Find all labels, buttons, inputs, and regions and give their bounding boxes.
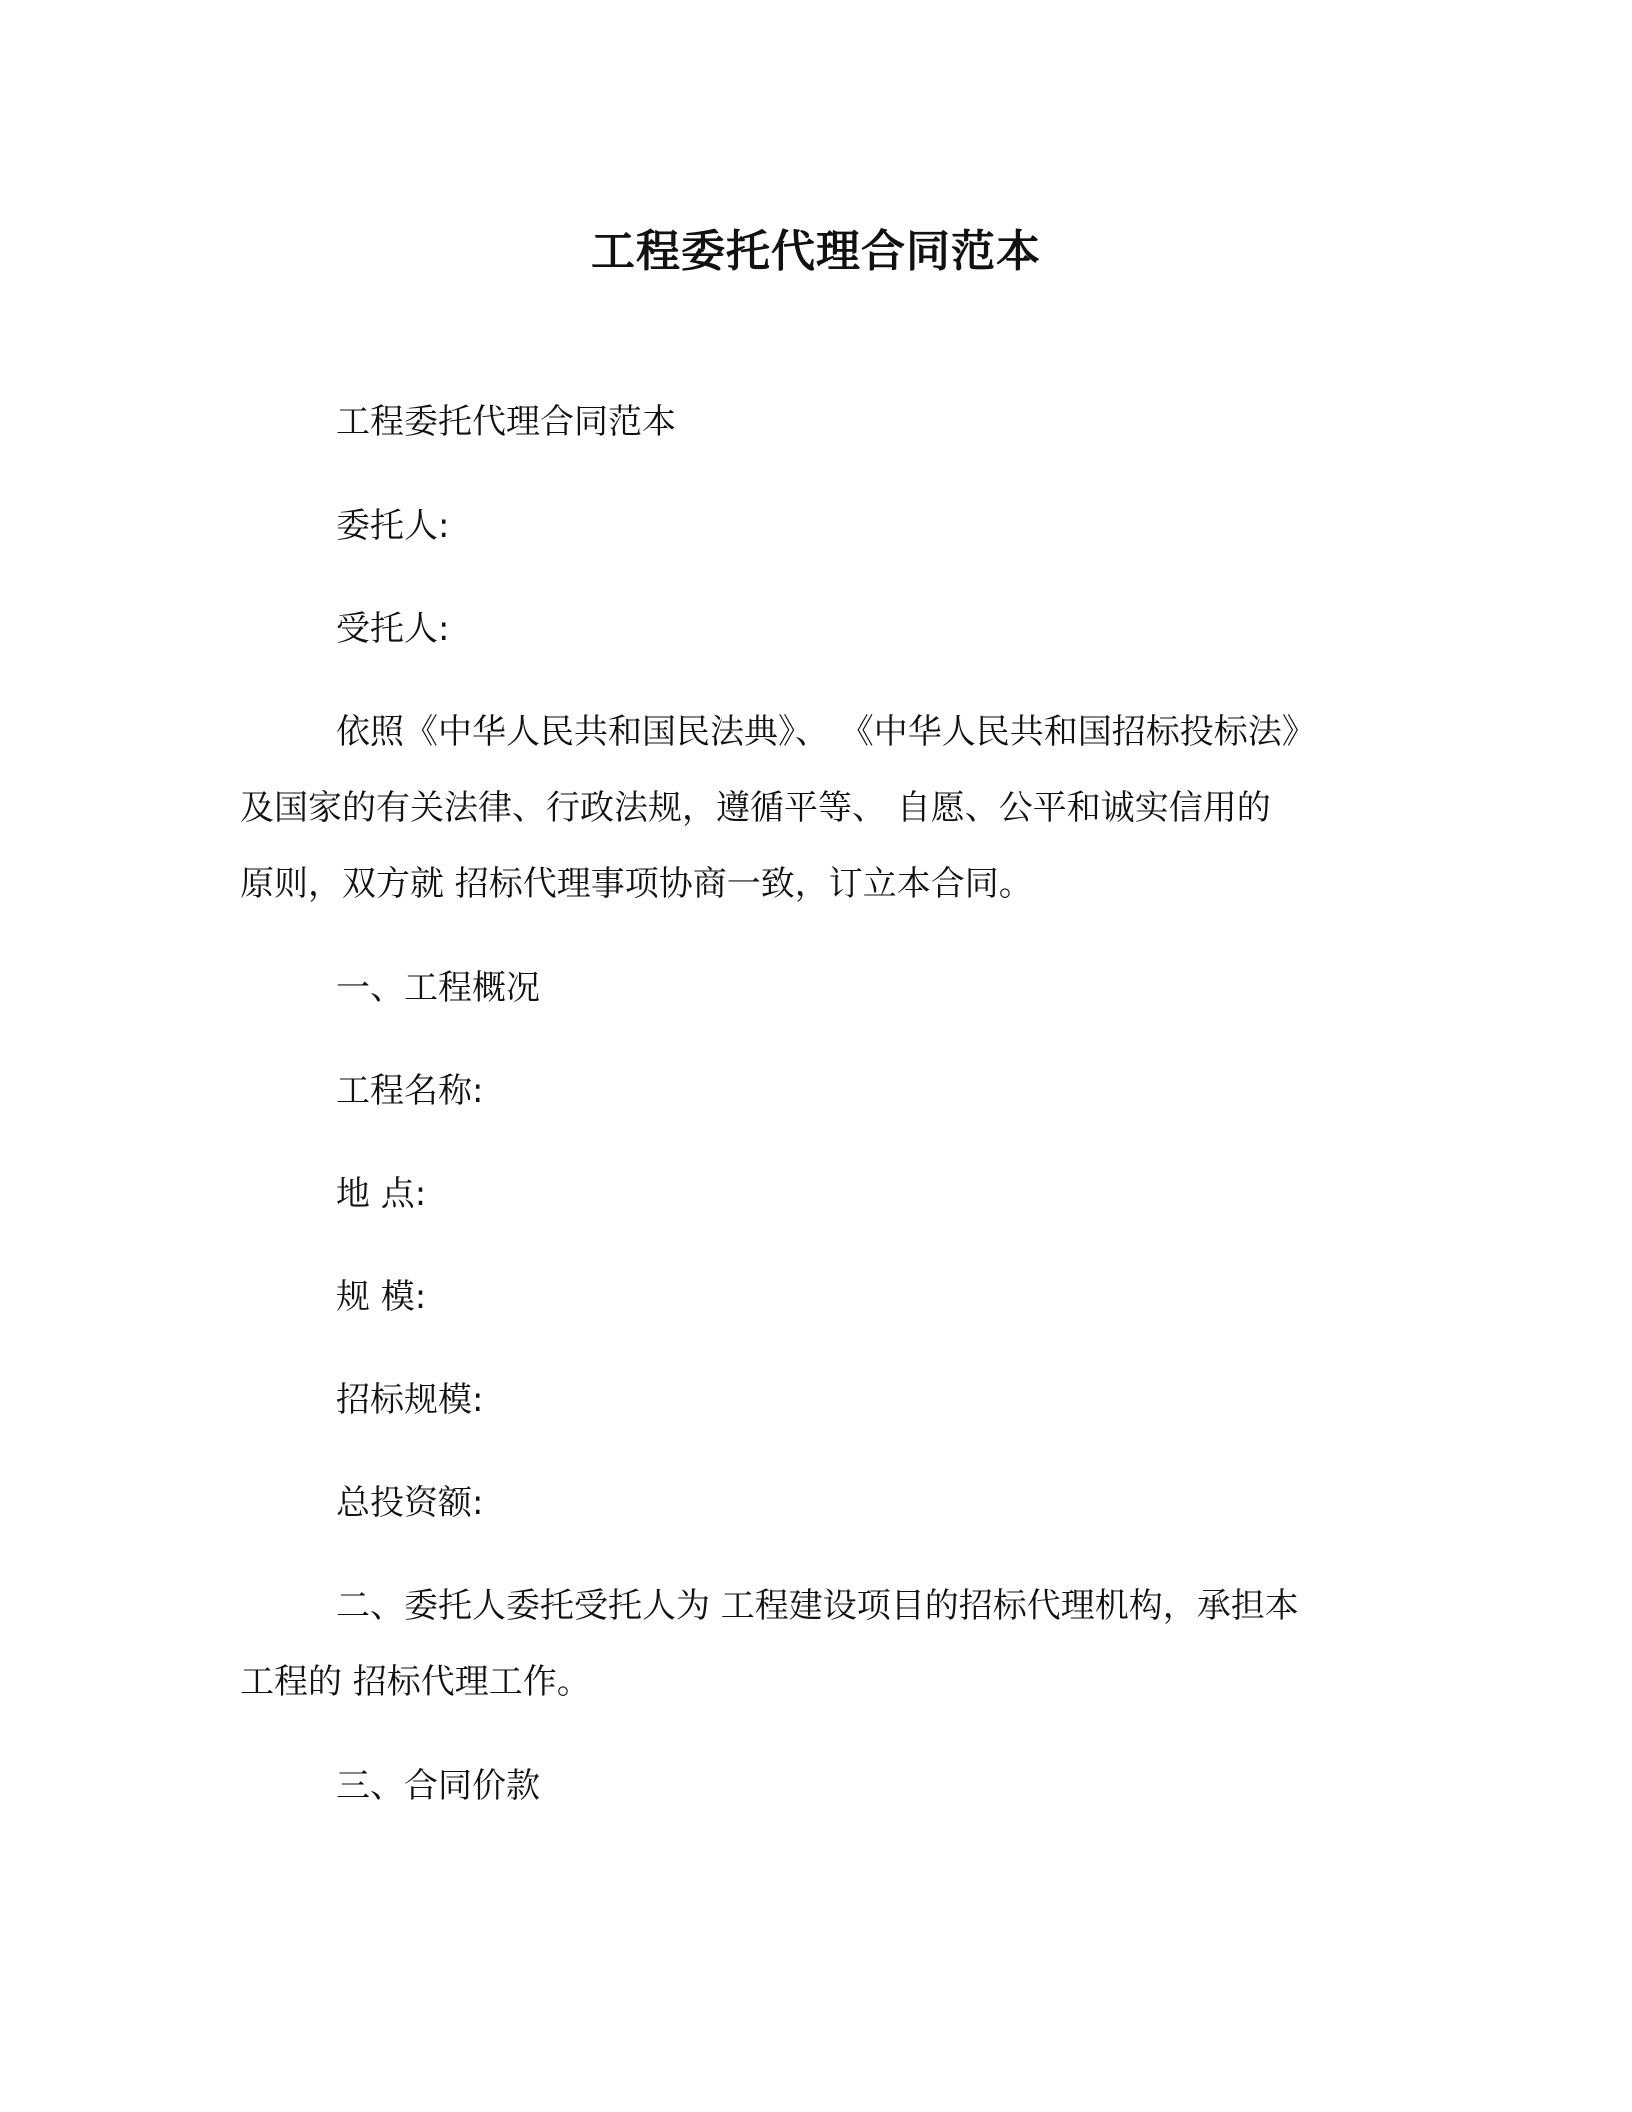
principal-label: 委托人: <box>336 506 450 546</box>
project-name-label: 工程名称: <box>336 1071 484 1111</box>
intro-line-3: 原则，双方就 招标代理事项协商一致，订立本合同。 <box>240 864 1033 904</box>
section2-line-1: 二、委托人委托受托人为 工程建设项目的招标代理机构，承担本 <box>336 1586 1299 1626</box>
document-subtitle: 工程委托代理合同范本 <box>336 402 676 442</box>
intro-line-2: 及国家的有关法律、行政法规，遵循平等、 自愿、公平和诚实信用的 <box>240 788 1271 828</box>
document-title: 工程委托代理合同范本 <box>591 226 1041 277</box>
section3-heading: 三、合同价款 <box>336 1766 540 1806</box>
scale-label: 规 模: <box>336 1277 427 1317</box>
section2-line-2: 工程的 招标代理工作。 <box>240 1662 591 1702</box>
tender-scale-label: 招标规模: <box>336 1380 484 1420</box>
section1-heading: 一、工程概况 <box>336 968 540 1008</box>
intro-line-1: 依照《中华人民共和国民法典》、 《中华人民共和国招标投标法》 <box>336 712 1316 752</box>
agent-label: 受托人: <box>336 609 450 649</box>
total-investment-label: 总投资额: <box>336 1483 484 1523</box>
location-label: 地 点: <box>336 1174 427 1214</box>
